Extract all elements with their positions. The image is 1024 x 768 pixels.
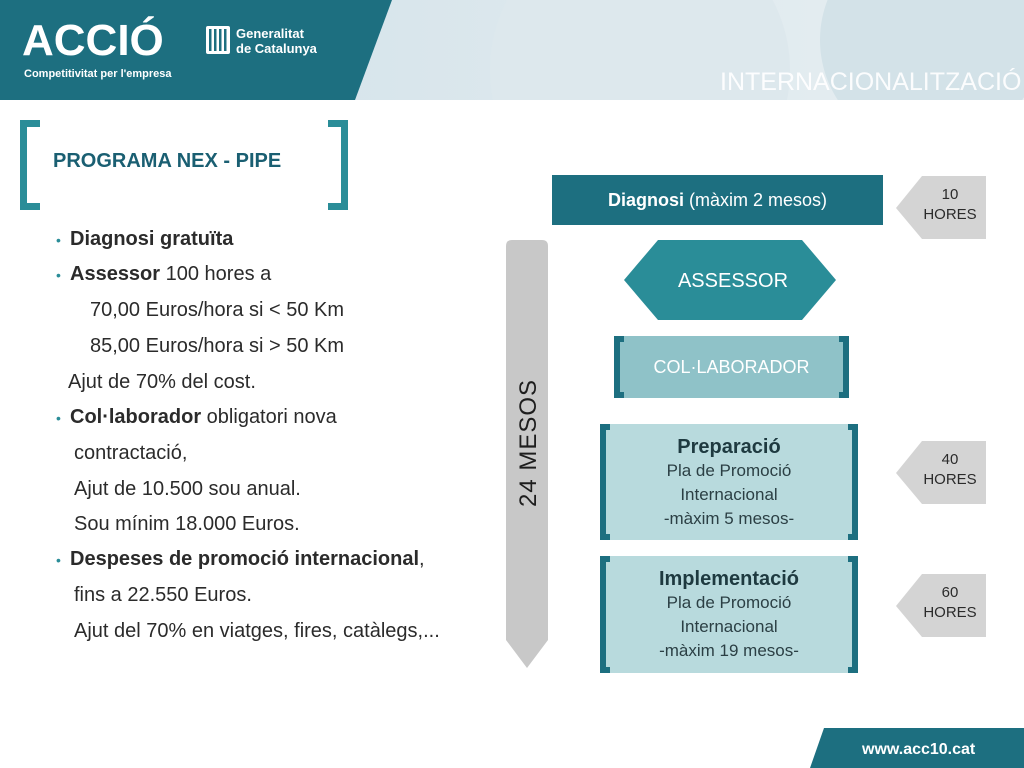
hours-value: 60 HORES xyxy=(923,584,977,621)
implementacio-stage xyxy=(600,556,858,673)
hours-value: 40 HORES xyxy=(923,451,977,488)
collaborador-stage: COL·LABORADOR xyxy=(614,336,849,398)
bracket-right xyxy=(848,424,858,540)
assessor-label: ASSESSOR xyxy=(677,270,789,292)
stage-title: Implementació xyxy=(658,568,800,590)
text-line: Sou mínim 18.000 Euros. xyxy=(74,513,300,535)
list-item: • Col·laborador obligatori nova xyxy=(56,406,337,428)
banner-title: INTERNACIONALITZACIÓ xyxy=(720,68,1022,96)
list-item: • Assessor 100 hores a xyxy=(56,263,272,285)
header xyxy=(0,0,1024,100)
bracket-right xyxy=(839,336,849,398)
text-line: Ajut de 70% del cost. xyxy=(68,371,256,393)
preparacio-stage xyxy=(600,424,858,540)
bullet-icon: • xyxy=(56,267,61,283)
stage-line: Internacional xyxy=(680,485,778,504)
list-item: • Despeses de promoció internacional, xyxy=(56,548,425,570)
bullet-icon: • xyxy=(56,552,61,568)
bracket-right xyxy=(848,556,858,673)
program-title: PROGRAMA NEX - PIPE xyxy=(53,150,282,172)
hours-tab-diagnosi xyxy=(894,175,988,241)
stage-line: Pla de Promoció xyxy=(666,461,792,480)
hours-value: 10 HORES xyxy=(923,186,977,223)
generalitat-emblem-icon xyxy=(206,26,230,54)
bracket-left xyxy=(600,556,610,673)
bracket-left xyxy=(614,336,624,398)
stage-line: -màxim 19 mesos- xyxy=(659,641,799,660)
text-line: contractació, xyxy=(74,442,188,464)
text-line: 85,00 Euros/hora si > 50 Km xyxy=(90,335,345,357)
text-line: fins a 22.550 Euros. xyxy=(74,584,252,606)
bracket-left xyxy=(600,424,610,540)
bullet-icon: • xyxy=(56,410,61,426)
generalitat-name: Generalitat de Catalunya xyxy=(236,26,317,56)
stage-title: Preparació xyxy=(677,436,781,458)
text-line: 70,00 Euros/hora si < 50 Km xyxy=(90,299,345,321)
acc10-logo[interactable]: ACCIÓ xyxy=(22,16,164,65)
hours-tab-implementacio xyxy=(894,573,988,639)
website-link[interactable]: www.acc10.cat xyxy=(862,741,976,758)
timeline-label: 24 MESOS xyxy=(515,378,542,507)
title-bracket-left xyxy=(20,120,40,210)
bullet-icon: • xyxy=(56,232,61,248)
text-line: Ajut de 10.500 sou anual. xyxy=(74,478,301,500)
diagnosi-stage: Diagnosi (màxim 2 mesos) xyxy=(552,175,883,225)
stage-line: Internacional xyxy=(680,617,778,636)
stage-line: Pla de Promoció xyxy=(666,593,792,612)
hours-tab-preparacio xyxy=(894,440,988,506)
logo-tagline: Competitivitat per l'empresa xyxy=(24,68,172,80)
title-bracket-right xyxy=(328,120,348,210)
stage-line: -màxim 5 mesos- xyxy=(663,509,795,528)
list-item: • Diagnosi gratuïta xyxy=(56,228,234,250)
text-line: Ajut del 70% en viatges, fires, catàlegs,... xyxy=(74,620,440,642)
